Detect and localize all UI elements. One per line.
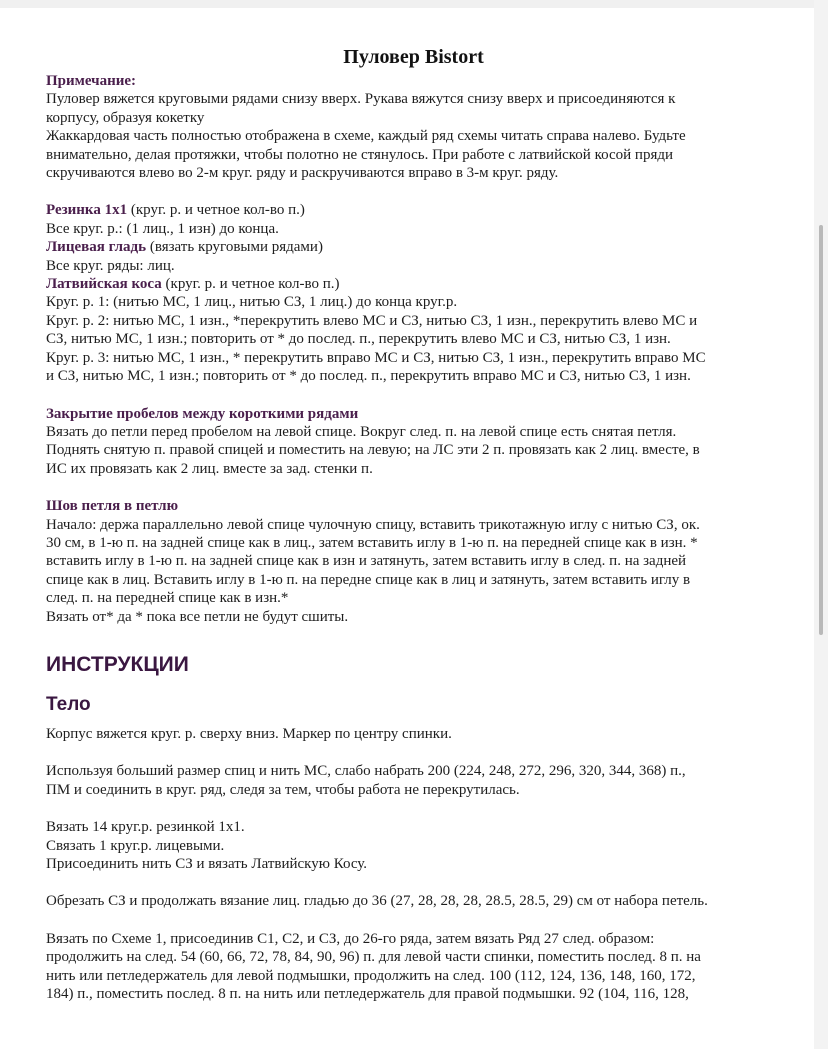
seam-line: вставить иглу в 1-ю п. на задней спице как в изн и затянуть, затем вставить иглу в след. п. на задней <box>46 553 687 570</box>
body-paragraph-line: Вязать 14 круг.р. резинкой 1x1. <box>46 819 245 836</box>
stockinette-line: Все круг. ряды: лиц. <box>46 257 175 274</box>
seam-line: Вязать от* да * пока все петли не будут сшиты. <box>46 608 349 625</box>
note-line: Пуловер вяжется круговыми рядами снизу вверх. Рукава вяжутся снизу вверх и присоединяются к <box>46 91 676 108</box>
body-paragraph-line: Вязать по Схеме 1, присоединив С1, С2, и СЗ, до 26-го ряда, затем вязать Ряд 27 след. образом: <box>46 930 655 947</box>
latvian-line: Круг. р. 2: нитью МС, 1 изн., *перекрутить влево МС и СЗ, нитью СЗ, 1 изн., перекрутить влево МС и <box>46 312 698 329</box>
note-heading: Примечание: <box>46 73 137 89</box>
rib-title <box>46 201 781 219</box>
stockinette-note: (вязать круговыми рядами) <box>146 239 323 256</box>
gaps-line: Поднять снятую п. правой спицей и поместить на левую; на ЛС эти 2 п. провязать как 2 лиц. вместе, в <box>46 442 700 459</box>
gaps-heading: Закрытие пробелов между короткими рядами <box>46 405 359 422</box>
gaps-line: Вязать до петли перед пробелом на левой спице. Вокруг след. п. на левой спице есть снятая петля. <box>46 423 677 440</box>
note-line: скручиваются влево во 2-м круг. ряду и раскручиваются вправо в 3-м круг. ряду. <box>46 165 559 182</box>
rib-note: (круг. р. и четное кол-во п.) <box>127 202 305 219</box>
body-paragraph-line: ПМ и соединить в круг. ряд, следя за тем, чтобы работа не перекрутилась. <box>46 781 520 798</box>
seam-line: Начало: держа параллельно левой спице чулочную спицу, вставить трикотажную иглу с нитью СЗ, ок. <box>46 516 700 533</box>
note-line: внимательно, делая протяжки, чтобы полотно не стянулось. При работе с латвийской косой пряди <box>46 146 673 163</box>
document-page <box>46 44 781 1003</box>
seam-line: спице как в лиц. Вставить иглу в 1-ю п. на передне спице как в лиц и затянуть, затем вставить иглу в <box>46 571 691 588</box>
latvian-line: СЗ, нитью МС, 1 изн.; повторить от * до послед. п., перекрутить влево МС и СЗ, нитью СЗ, 1 изн. <box>46 331 671 348</box>
latvian-note: (круг. р. и четное кол-во п.) <box>161 276 340 293</box>
seam-heading: Шов петля в петлю <box>46 498 179 515</box>
latvian-line: Круг. р. 1: (нитью МС, 1 лиц., нитью СЗ, 1 лиц.) до конца круг.р. <box>46 294 458 311</box>
body-paragraph-line: продолжить на след. 54 (60, 66, 72, 78, 84, 90, 96) п. для левой части спинки, поместить послед. 8 п. на <box>46 949 701 966</box>
note-line: Жаккардовая часть полностью отображена в схеме, каждый ряд схемы читать справа налево. Будьте <box>46 128 686 145</box>
latvian-title <box>46 275 781 293</box>
rib-line: Все круг. р.: (1 лиц., 1 изн) до конца. <box>46 220 279 237</box>
top-border <box>0 0 828 8</box>
document-title: Пуловер Bistort <box>343 46 484 68</box>
body-paragraph-line: Корпус вяжется круг. р. сверху вниз. Маркер по центру спинки. <box>46 725 452 742</box>
stockinette-heading: Лицевая гладь <box>46 239 147 256</box>
latvian-heading: Латвийская коса <box>46 276 162 293</box>
body-paragraph-line: нить или петледержатель для левой подмышки, продолжить на след. 100 (112, 124, 136, 148, 160, 172, <box>46 967 696 984</box>
seam-line: 30 см, в 1-ю п. на задней спице как в лиц., затем вставить иглу в 1-ю п. на передней спице как в изн. * <box>46 534 698 551</box>
stockinette-title <box>46 238 781 256</box>
gaps-line: ИС их провязать как 2 лиц. вместе за зад. стенки п. <box>46 460 373 477</box>
body-paragraph-line: 184) п., поместить послед. 8 п. на нить или петледержатель для правой подмышки. 92 (104, 116, 128, <box>46 986 689 1003</box>
note-line: корпусу, образуя кокетку <box>46 109 205 126</box>
seam-line: след. п. на передней спице как в изн.* <box>46 590 289 607</box>
body-paragraph-line: Присоединить нить СЗ и вязать Латвийскую Косу. <box>46 856 368 872</box>
instructions-heading: ИНСТРУКЦИИ <box>46 652 189 676</box>
body-paragraph-line: Используя больший размер спиц и нить МС, слабо набрать 200 (224, 248, 272, 296, 320, 344, 368) п., <box>46 763 686 780</box>
body-heading: Тело <box>46 693 91 715</box>
rib-heading: Резинка 1x1 <box>46 202 128 219</box>
latvian-line: Круг. р. 3: нитью МС, 1 изн., * перекрутить вправо МС и СЗ, нитью СЗ, 1 изн., перекрутить вправо МС <box>46 349 706 366</box>
latvian-line: и СЗ, нитью МС, 1 изн.; повторить от * до послед. п., перекрутить вправо МС и СЗ, нитью СЗ, 1 изн. <box>46 368 691 385</box>
body-paragraph-line: Обрезать СЗ и продолжать вязание лиц. гладью до 36 (27, 28, 28, 28, 28.5, 28.5, 29) см от набора петель. <box>46 893 708 910</box>
body-paragraph-line: Связать 1 круг.р. лицевыми. <box>46 837 225 854</box>
scrollbar-track[interactable] <box>814 0 828 1049</box>
scrollbar-thumb[interactable] <box>819 225 823 635</box>
